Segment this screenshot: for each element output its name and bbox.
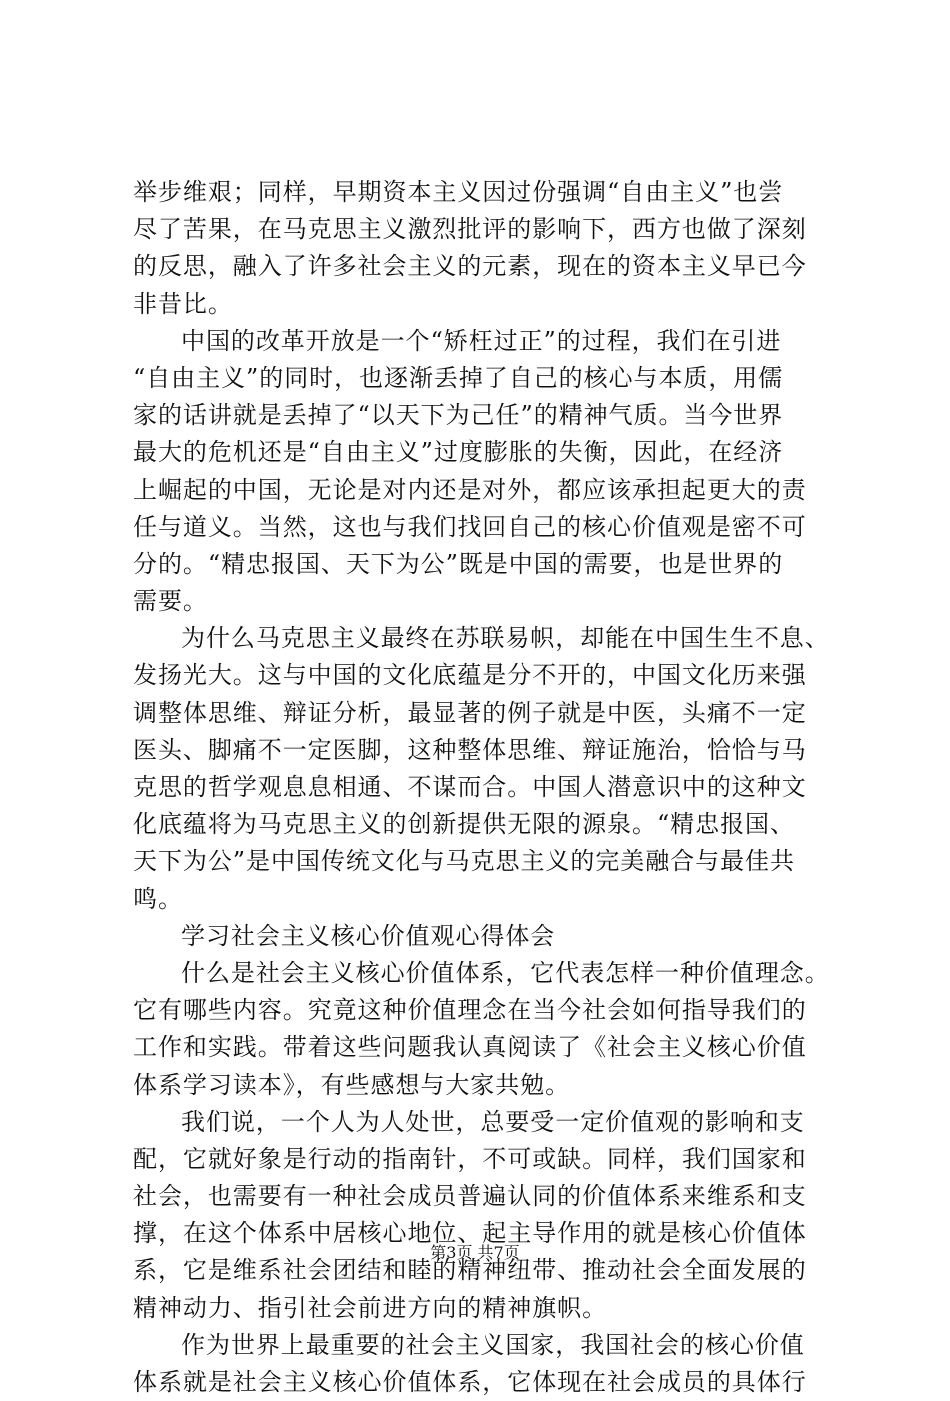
text-line: 体系就是社会主义核心价值体系，它体现在社会成员的具体行 — [133, 1368, 807, 1396]
text-line: 系，它是维系社会团结和睦的精神纽带、推动社会全面发展的 — [133, 1256, 807, 1285]
text-line: 配，它就好象是行动的指南针，不可或缺。同样，我们国家和 — [133, 1144, 807, 1173]
text-line: 化底蕴将为马克思主义的创新提供无限的源泉。“精忠报国、 — [133, 810, 795, 839]
body-text — [133, 174, 830, 1401]
text-line: 分的。“精忠报国、天下为公”既是中国的需要，也是世界的 — [133, 549, 784, 578]
text-line: 调整体思维、辩证分析，最显著的例子就是中医，头痛不一定 — [133, 698, 807, 727]
text-line: 体系学习读本》，有些感想与大家共勉。 — [133, 1070, 571, 1099]
text-line: 上崛起的中国，无论是对内还是对外，都应该承担起更大的责 — [133, 475, 807, 504]
text-line: 中国的改革开放是一个“矫枉过正”的过程，我们在引进 — [181, 326, 782, 355]
text-line: 我们说，一个人为人处世，总要受一定价值观的影响和支 — [181, 1107, 805, 1136]
text-line: 克思的哲学观息息相通、不谋而合。中国人潜意识中的这种文 — [133, 773, 807, 801]
text-line: 它有哪些内容。究竟这种价值理念在当今社会如何指导我们的 — [133, 996, 807, 1025]
text-line: 为什么马克思主义最终在苏联易帜，却能在中国生生不息、 — [181, 624, 830, 653]
text-line: 举步维艰；同样，早期资本主义因过份强调“自由主义”也尝 — [133, 178, 784, 206]
text-line: 社会，也需要有一种社会成员普遍认同的价值体系来维系和支 — [133, 1182, 807, 1211]
text-line: 需要。 — [133, 587, 208, 616]
text-line: 非昔比。 — [133, 289, 233, 318]
text-line: 天下为公”是中国传统文化与马克思主义的完美融合与最佳共 — [133, 847, 795, 876]
section-heading: 学习社会主义核心价值观心得体会 — [181, 921, 556, 950]
text-line: 医头、脚痛不一定医脚，这种整体思维、辩证施治，恰恰与马 — [133, 735, 807, 764]
text-line: 尽了苦果，在马克思主义激烈批评的影响下，西方也做了深刻 — [133, 215, 807, 244]
text-line: 精神动力、指引社会前进方向的精神旗帜。 — [133, 1293, 608, 1322]
text-line: 工作和实践。带着这些问题我认真阅读了《社会主义核心价值 — [133, 1033, 807, 1062]
text-line: 的反思，融入了许多社会主义的元素，现在的资本主义早已今 — [133, 252, 807, 281]
text-line: 撑，在这个体系中居核心地位、起主导作用的就是核心价值体 — [133, 1219, 807, 1248]
page-number-footer: 第3页 共7页 — [430, 1243, 520, 1262]
text-line: 家的话讲就是丢掉了“以天下为己任”的精神气质。当今世界 — [133, 401, 784, 430]
text-line: 作为世界上最重要的社会主义国家，我国社会的核心价值 — [181, 1330, 805, 1359]
text-line: 最大的危机还是“自由主义”过度膨胀的失衡，因此，在经济 — [133, 438, 784, 467]
text-line: 鸣。 — [133, 884, 183, 913]
text-line: 任与道义。当然，这也与我们找回自己的核心价值观是密不可 — [133, 512, 807, 541]
text-line: 什么是社会主义核心价值体系，它代表怎样一种价值理念。 — [181, 958, 830, 987]
text-line: 发扬光大。这与中国的文化底蕴是分不开的，中国文化历来强 — [133, 661, 807, 690]
text-line: “自由主义”的同时，也逐渐丢掉了自己的核心与本质，用儒 — [133, 363, 784, 392]
